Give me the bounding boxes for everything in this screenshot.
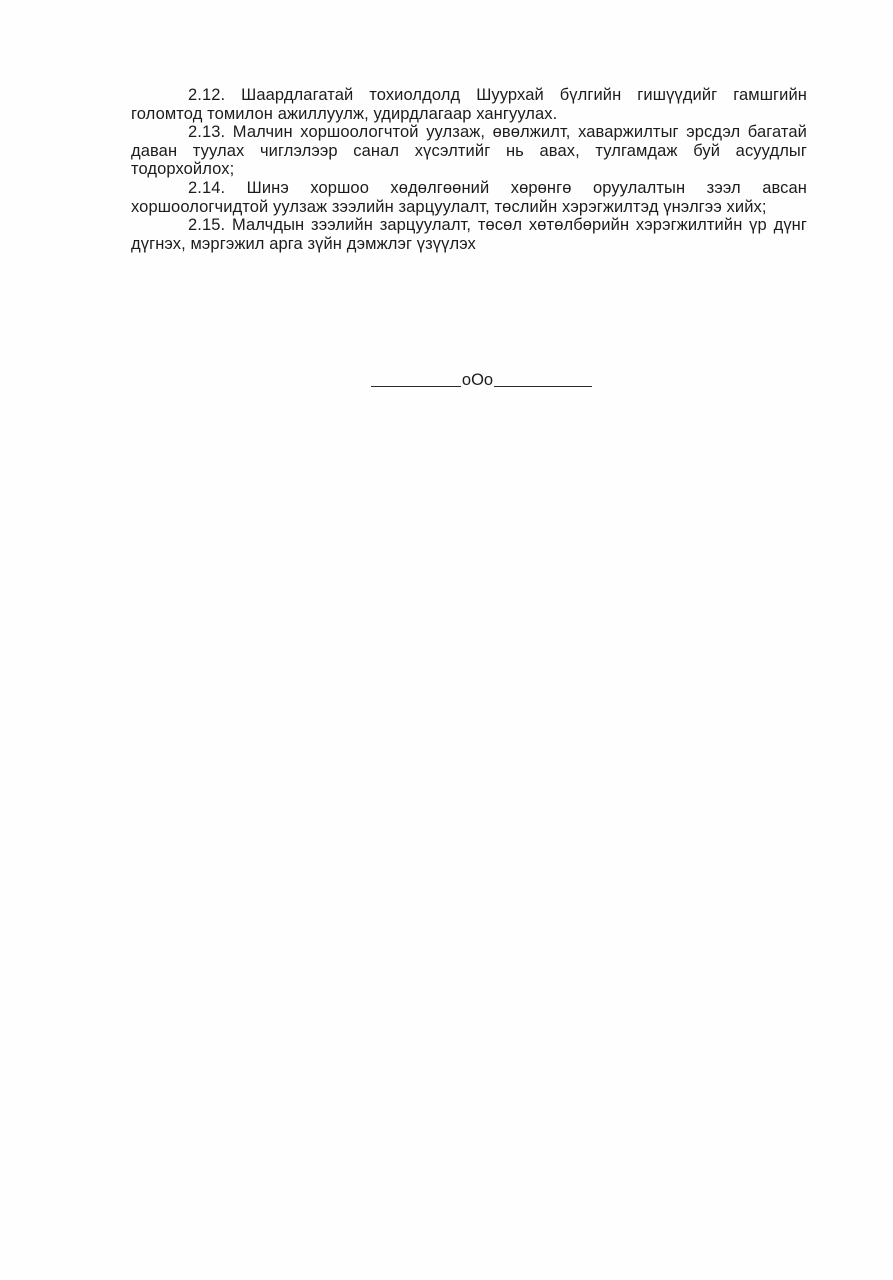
end-separator bbox=[35, 370, 893, 390]
separator-line-left bbox=[371, 386, 461, 387]
separator-line-right bbox=[494, 386, 592, 387]
paragraph-2-14: 2.14. Шинэ хоршоо хөдөлгөөний хөрөнгө оруулалтын зээл авсан хоршоологчидтой уулзаж зээлийн зарцуулалт, төслийн хэрэгжилтэд үнэлгээ хийх; bbox=[131, 178, 807, 216]
paragraph-2-13: 2.13. Малчин хоршоологчтой уулзаж, өвөлжилт, хаваржилтыг эрсдэл багатай даван туулах чиглэлээр санал хүсэлтийг нь авах, тулгамдаж буй асуудлыг тодорхойлох; bbox=[131, 123, 807, 179]
document-body bbox=[131, 86, 807, 253]
paragraph-2-12: 2.12. Шаардлагатай тохиолдолд Шуурхай бүлгийн гишүүдийг гамшгийн голомтод томилон ажиллуулж, удирдлагаар хангуулах. bbox=[131, 86, 807, 123]
paragraph-2-15: 2.15. Малчдын зээлийн зарцуулалт, төсөл хөтөлбөрийн хэрэгжилтийн үр дүнг дүгнэх, мэргэжил арга зүйн дэмжлэг үзүүлэх bbox=[131, 216, 807, 253]
end-mark: оОо bbox=[461, 371, 494, 389]
